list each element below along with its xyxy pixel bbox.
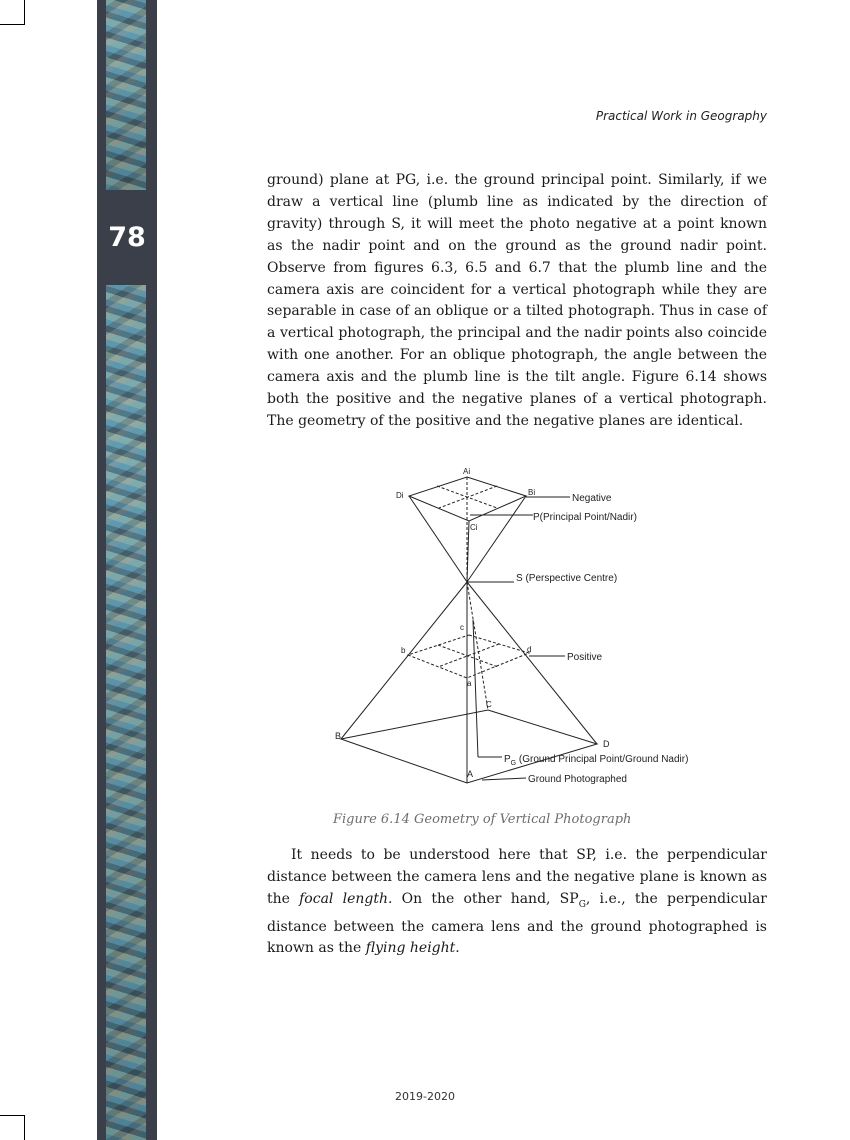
label-a: a <box>467 679 472 688</box>
satellite-image-strip-top <box>106 0 146 190</box>
term-focal-length: focal length. <box>299 890 393 907</box>
label-ground-photographed: Ground Photographed <box>528 774 627 785</box>
term-flying-height: flying height. <box>365 940 460 957</box>
crop-mark-top-horizontal <box>0 24 24 25</box>
page-number: 78 <box>108 222 146 253</box>
figure-caption: Figure 6.14 Geometry of Vertical Photograph <box>333 812 632 827</box>
label-ground-principal-point: $P_G$ (Ground Principal Point/Ground Nadir) <box>504 754 689 767</box>
label-b: b <box>401 646 406 655</box>
label-big-a: A <box>467 769 474 779</box>
label-principal-point: P(Principal Point/Nadir) <box>533 512 637 523</box>
running-head: Practical Work in Geography <box>595 109 767 123</box>
body-paragraph-2: It needs to be understood here that SP, i.e. the perpendicular distance between the camera lens and the negative plane is known as the focal length. On the other hand, $SP_G$, i.e., the perpendicular distance between the camera lens and the ground photographed is known as the flying height. <box>267 847 768 957</box>
label-big-d: D <box>603 739 610 749</box>
label-bi: Bi <box>528 488 536 497</box>
label-big-c: C <box>486 700 492 709</box>
label-c: c <box>460 623 464 632</box>
page-footer-year: 2019-2020 <box>395 1090 455 1103</box>
label-perspective-centre: S (Perspective Centre) <box>516 573 618 584</box>
crop-mark-bottom-horizontal <box>0 1115 24 1116</box>
vertical-photograph-geometry-diagram <box>335 462 720 792</box>
label-ci: Ci <box>470 523 478 532</box>
body-paragraph: ground) plane at PG, i.e. the ground principal point. Similarly, if we draw a vertical line (plumb line as indicated by the direction of gravity) through S, it will meet the photo negative at a point known as the nadir point and on the ground as the ground nadir point. Observe from figures 6.3, 6.5 and 6.7 that the plumb line and the camera axis are coincident for a vertical photograph while they are separable in case of an oblique or a tilted photograph. Thus in case of a vertical photograph, the principal and the nadir points also coincide with one another. For an oblique photograph, the angle between the camera axis and the plumb line is the tilt angle. Figure 6.14 shows both the positive and the negative planes of a vertical photograph. The geometry of the positive and the negative planes are identical. <box>267 172 767 429</box>
label-negative: Negative <box>572 493 612 504</box>
satellite-image-strip-bottom <box>106 285 146 1140</box>
label-ai: Ai <box>463 467 471 476</box>
crop-mark-top-vertical <box>24 0 25 25</box>
crop-mark-bottom-vertical <box>24 1115 25 1140</box>
label-positive: Positive <box>567 652 603 663</box>
label-d: d <box>527 645 532 654</box>
label-big-b: B <box>335 731 342 741</box>
label-di: Di <box>396 491 404 500</box>
